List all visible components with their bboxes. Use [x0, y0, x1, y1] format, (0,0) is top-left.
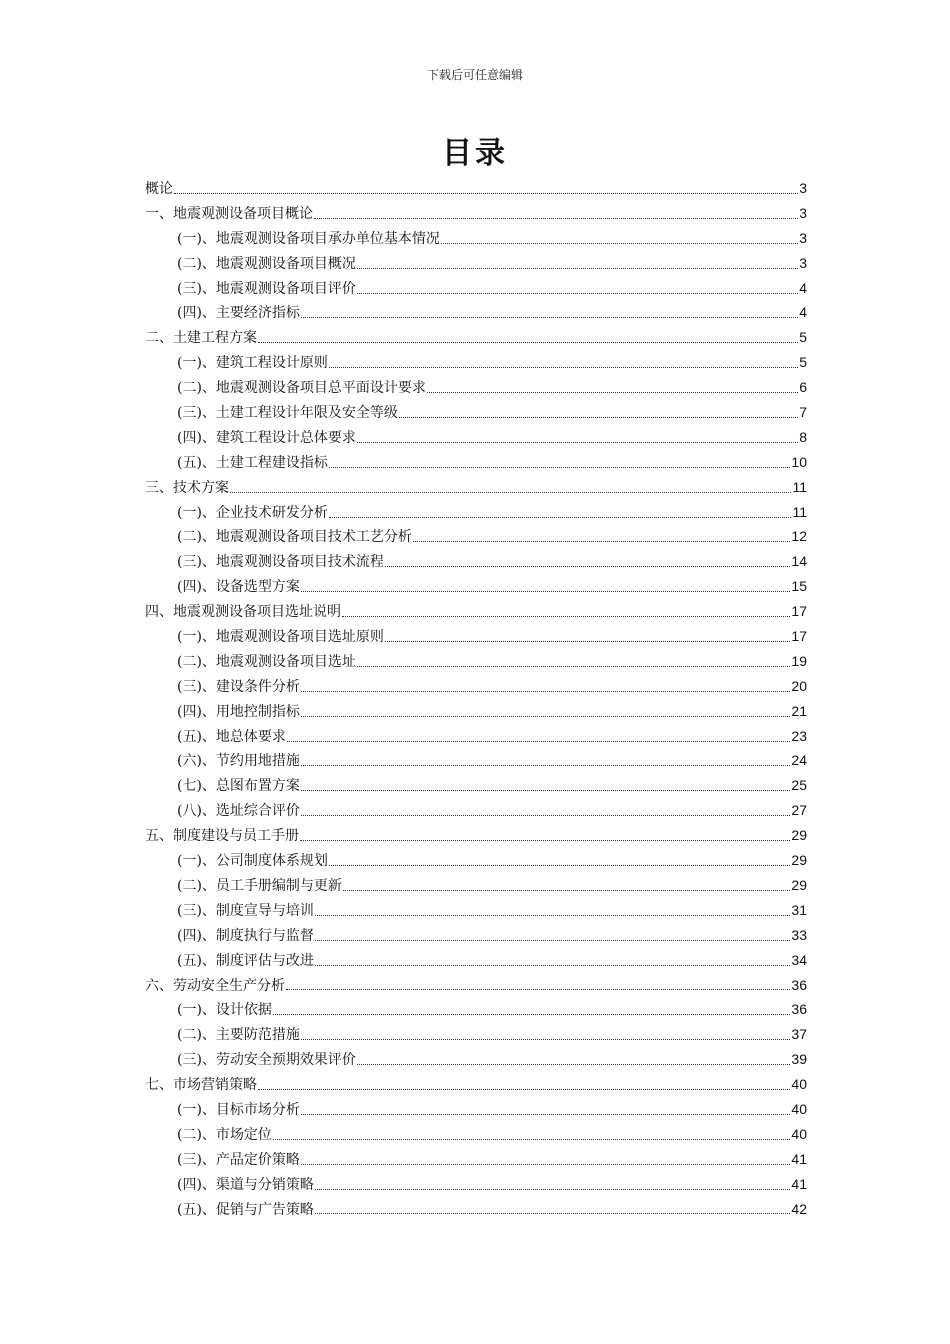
toc-entry[interactable]	[145, 798, 807, 823]
toc-entry-page: 5	[799, 329, 807, 346]
toc-leader-dots	[315, 940, 790, 941]
toc-entry[interactable]	[145, 1147, 807, 1172]
toc-entry-title: (二)、主要防范措施	[177, 1027, 300, 1044]
toc-leader-dots	[287, 741, 790, 742]
toc-entry-page: 40	[791, 1125, 807, 1142]
toc-entry-page: 40	[791, 1076, 807, 1093]
toc-entry-title: (二)、市场定位	[177, 1126, 272, 1143]
toc-entry-title: 六、劳动安全生产分析	[145, 977, 285, 994]
toc-entry-page: 4	[799, 304, 807, 321]
toc-leader-dots	[301, 1039, 790, 1040]
toc-entry-page: 42	[791, 1200, 807, 1217]
toc-entry[interactable]	[145, 873, 807, 898]
toc-leader-dots	[174, 193, 798, 194]
toc-entry[interactable]	[145, 500, 807, 525]
toc-leader-dots	[315, 965, 790, 966]
toc-entry-title: (四)、主要经济指标	[177, 305, 300, 322]
toc-leader-dots	[357, 666, 790, 667]
toc-entry[interactable]	[145, 176, 807, 201]
page-header: 下载后可任意编辑	[426, 68, 523, 82]
toc-entry-page: 17	[791, 628, 807, 645]
toc-leader-dots	[314, 218, 798, 219]
toc-leader-dots	[399, 417, 798, 418]
toc-entry-page: 19	[791, 652, 807, 669]
toc-leader-dots	[258, 342, 798, 343]
toc-entry[interactable]	[145, 325, 807, 350]
toc-entry-page: 12	[791, 528, 807, 545]
toc-entry-page: 6	[799, 379, 807, 396]
toc-entry-title: (三)、建设条件分析	[177, 678, 300, 695]
toc-leader-dots	[329, 367, 798, 368]
toc-entry[interactable]	[145, 1172, 807, 1197]
toc-entry[interactable]	[145, 973, 807, 998]
toc-entry[interactable]	[145, 300, 807, 325]
toc-leader-dots	[329, 467, 790, 468]
toc-entry-page: 23	[791, 727, 807, 744]
toc-entry-page: 15	[791, 578, 807, 595]
toc-entry-title: (五)、土建工程建设指标	[177, 454, 328, 471]
toc-entry-title: (三)、土建工程设计年限及安全等级	[177, 405, 398, 422]
toc-entry-page: 11	[792, 503, 807, 520]
toc-entry[interactable]	[145, 201, 807, 226]
toc-entry[interactable]	[145, 898, 807, 923]
toc-entry-page: 10	[791, 453, 807, 470]
toc-entry-title: (一)、地震观测设备项目选址原则	[177, 629, 384, 646]
toc-entry-title: (一)、企业技术研发分析	[177, 504, 328, 521]
toc-entry[interactable]	[145, 226, 807, 251]
toc-entry[interactable]	[145, 450, 807, 475]
toc-leader-dots	[385, 566, 790, 567]
toc-leader-dots	[301, 765, 790, 766]
toc-entry-title: (六)、节约用地措施	[177, 753, 300, 770]
toc-entry-page: 21	[791, 702, 807, 719]
toc-leader-dots	[329, 865, 790, 866]
toc-leader-dots	[357, 442, 798, 443]
toc-entry-page: 25	[791, 777, 807, 794]
toc-entry-page: 39	[791, 1051, 807, 1068]
toc-entry-page: 29	[791, 827, 807, 844]
toc-entry-title: (七)、总图布置方案	[177, 778, 300, 795]
toc-leader-dots	[413, 541, 790, 542]
toc-entry-title: (一)、地震观测设备项目承办单位基本情况	[177, 230, 440, 247]
toc-entry[interactable]	[145, 251, 807, 276]
toc-entry[interactable]	[145, 674, 807, 699]
table-of-contents	[145, 176, 807, 1221]
toc-entry[interactable]	[145, 276, 807, 301]
toc-leader-dots	[286, 989, 790, 990]
toc-leader-dots	[230, 492, 791, 493]
toc-leader-dots	[441, 243, 798, 244]
toc-entry[interactable]	[145, 724, 807, 749]
toc-entry[interactable]	[145, 1047, 807, 1072]
toc-entry-page: 29	[791, 852, 807, 869]
toc-entry-page: 3	[799, 180, 807, 196]
toc-entry-page: 7	[799, 404, 807, 421]
toc-entry-title: 五、制度建设与员工手册	[145, 828, 299, 845]
toc-entry[interactable]	[145, 599, 807, 624]
toc-leader-dots	[301, 1114, 790, 1115]
toc-entry-title: (二)、地震观测设备项目总平面设计要求	[177, 380, 426, 397]
toc-entry-title: (一)、公司制度体系规划	[177, 853, 328, 870]
toc-entry-page: 5	[799, 354, 807, 371]
toc-entry[interactable]	[145, 549, 807, 574]
toc-entry-title: (三)、劳动安全预期效果评价	[177, 1052, 356, 1069]
toc-entry[interactable]	[145, 649, 807, 674]
toc-entry-title: 二、土建工程方案	[145, 330, 257, 347]
toc-leader-dots	[301, 716, 790, 717]
toc-entry[interactable]	[145, 1022, 807, 1047]
toc-entry-title: (四)、设备选型方案	[177, 579, 300, 596]
toc-entry-page: 27	[791, 802, 807, 819]
toc-leader-dots	[301, 1164, 790, 1165]
toc-entry[interactable]	[145, 475, 807, 500]
toc-leader-dots	[301, 815, 790, 816]
toc-entry-page: 37	[791, 1026, 807, 1043]
toc-entry-page: 29	[791, 876, 807, 893]
toc-entry-title: (三)、地震观测设备项目评价	[177, 280, 356, 297]
toc-leader-dots	[301, 591, 790, 592]
toc-entry-title: (四)、用地控制指标	[177, 703, 300, 720]
toc-entry-page: 41	[791, 1150, 807, 1167]
toc-entry-page: 24	[791, 752, 807, 769]
toc-entry-title: 四、地震观测设备项目选址说明	[145, 604, 341, 621]
toc-entry-title: (四)、建筑工程设计总体要求	[177, 429, 356, 446]
toc-leader-dots	[273, 1014, 790, 1015]
toc-entry-title: (五)、制度评估与改进	[177, 952, 314, 969]
toc-entry-page: 3	[799, 229, 807, 246]
toc-entry-page: 33	[791, 926, 807, 943]
toc-entry[interactable]	[145, 773, 807, 798]
toc-entry[interactable]	[145, 375, 807, 400]
toc-leader-dots	[357, 268, 798, 269]
toc-entry-title: (四)、渠道与分销策略	[177, 1176, 314, 1193]
toc-entry-title: (三)、产品定价策略	[177, 1151, 300, 1168]
toc-entry-page: 40	[791, 1100, 807, 1117]
toc-entry[interactable]	[145, 948, 807, 973]
toc-entry-title: 七、市场营销策略	[145, 1077, 257, 1094]
toc-entry[interactable]	[145, 574, 807, 599]
toc-entry-page: 20	[791, 677, 807, 694]
toc-entry[interactable]	[145, 624, 807, 649]
toc-entry-page: 8	[799, 428, 807, 445]
toc-entry-page: 17	[791, 603, 807, 620]
toc-leader-dots	[300, 840, 790, 841]
toc-entry[interactable]	[145, 923, 807, 948]
toc-entry-title: 概论	[145, 181, 173, 197]
toc-entry-title: (二)、员工手册编制与更新	[177, 877, 342, 894]
toc-entry-title: (二)、地震观测设备项目概况	[177, 255, 356, 272]
toc-entry-page: 34	[791, 951, 807, 968]
toc-entry-title: (四)、制度执行与监督	[177, 927, 314, 944]
toc-entry[interactable]	[145, 1122, 807, 1147]
toc-entry-page: 3	[799, 204, 807, 221]
toc-entry-page: 31	[791, 901, 807, 918]
toc-entry[interactable]	[145, 699, 807, 724]
toc-entry-page: 11	[792, 478, 807, 495]
toc-leader-dots	[273, 1139, 790, 1140]
toc-entry[interactable]	[145, 1097, 807, 1122]
toc-entry-title: 一、地震观测设备项目概论	[145, 205, 313, 222]
toc-leader-dots	[315, 1189, 790, 1190]
toc-entry[interactable]	[145, 1072, 807, 1097]
toc-entry-page: 4	[799, 279, 807, 296]
toc-entry-title: (三)、地震观测设备项目技术流程	[177, 554, 384, 571]
toc-entry[interactable]	[145, 748, 807, 773]
toc-leader-dots	[427, 392, 798, 393]
toc-entry[interactable]	[145, 425, 807, 450]
toc-entry-page: 14	[791, 553, 807, 570]
toc-entry-page: 36	[791, 976, 807, 993]
toc-entry[interactable]	[145, 997, 807, 1022]
toc-entry-title: (一)、目标市场分析	[177, 1101, 300, 1118]
toc-leader-dots	[357, 293, 798, 294]
toc-entry-title: 三、技术方案	[145, 479, 229, 496]
toc-entry[interactable]	[145, 524, 807, 549]
toc-leader-dots	[342, 616, 790, 617]
toc-entry[interactable]	[145, 400, 807, 425]
toc-leader-dots	[343, 890, 790, 891]
toc-leader-dots	[301, 317, 798, 318]
toc-leader-dots	[385, 641, 790, 642]
toc-entry[interactable]	[145, 848, 807, 873]
toc-entry[interactable]	[145, 350, 807, 375]
toc-entry-page: 3	[799, 254, 807, 271]
toc-leader-dots	[329, 517, 792, 518]
toc-entry-title: (一)、建筑工程设计原则	[177, 355, 328, 372]
page-title: 目录	[442, 136, 508, 171]
toc-entry-title: (三)、制度宣导与培训	[177, 902, 314, 919]
toc-entry-title: (二)、地震观测设备项目技术工艺分析	[177, 529, 412, 546]
toc-entry[interactable]	[145, 1197, 807, 1222]
toc-leader-dots	[315, 915, 790, 916]
toc-entry-page: 36	[791, 1001, 807, 1018]
toc-entry-title: (五)、促销与广告策略	[177, 1201, 314, 1218]
toc-entry-title: (八)、选址综合评价	[177, 803, 300, 820]
toc-leader-dots	[301, 790, 790, 791]
toc-leader-dots	[301, 691, 790, 692]
toc-entry-title: (二)、地震观测设备项目选址	[177, 653, 356, 670]
toc-entry-title: (五)、地总体要求	[177, 728, 286, 745]
toc-entry[interactable]	[145, 823, 807, 848]
toc-entry-page: 41	[791, 1175, 807, 1192]
toc-leader-dots	[357, 1064, 790, 1065]
toc-leader-dots	[258, 1089, 790, 1090]
toc-leader-dots	[315, 1213, 790, 1214]
toc-entry-title: (一)、设计依据	[177, 1002, 272, 1019]
